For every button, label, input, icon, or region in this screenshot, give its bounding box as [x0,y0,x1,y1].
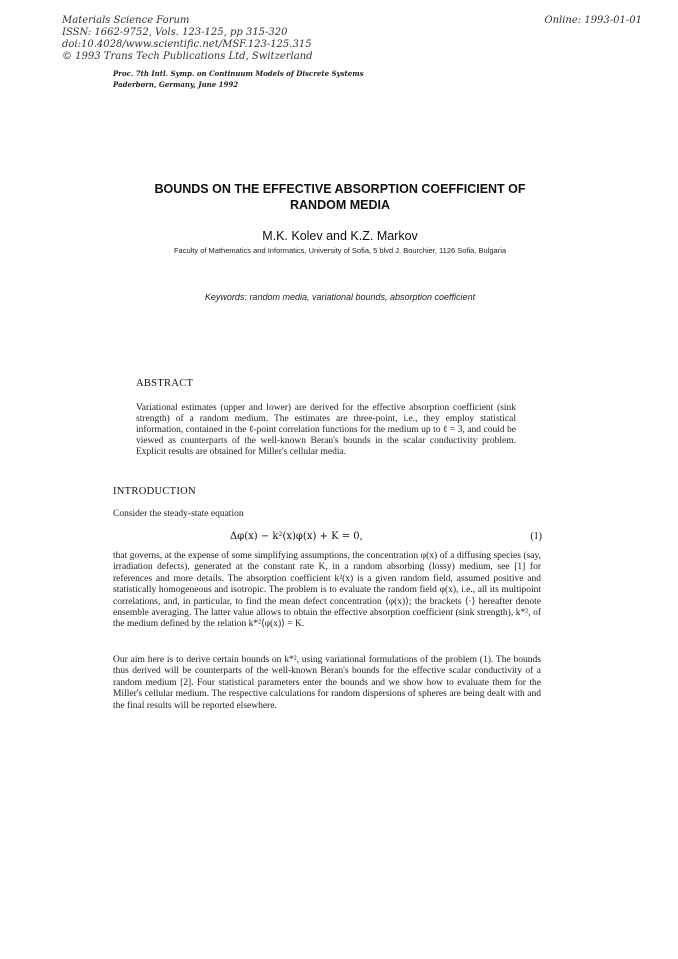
proceedings-line-1: Proc. 7th Intl. Symp. on Continuum Models of Discrete Systems [113,69,364,78]
affiliation: Faculty of Mathematics and Informatics, University of Sofia, 5 blvd J. Bourchier, 1126 Sofia, Bulgaria [173,246,507,255]
intro-paragraph-1: Consider the steady-state equation [113,509,244,519]
doi-line[interactable]: doi:10.4028/www.scientific.net/MSF.123-125.315 [62,39,312,50]
keywords: Keywords: random media, variational bounds, absorption coefficient [204,292,476,302]
abstract-heading: ABSTRACT [136,378,194,389]
proceedings-line-2: Paderborn, Germany, June 1992 [113,80,239,89]
journal-header [62,15,313,63]
abstract-text: Variational estimates (upper and lower) are derived for the effective absorption coefficient (sink strength) of a random medium. The estimates are three-point, i.e., they employ statistical information, contained in the ℓ-point correlation functions for the medium up to ℓ = 3, and could be viewed as counterparts of the well-known Beran's bounds in the scalar conductivity problem. Explicit results are obtained for Miller's cellular media. [136,403,516,457]
issn-line: ISSN: 1662-9752, Vols. 123-125, pp 315-320 [62,27,288,38]
paper-title [100,181,580,213]
title-line-2: RANDOM MEDIA [290,198,390,212]
online-date: Online: 1993-01-01 [544,15,642,26]
title-line-1: BOUNDS ON THE EFFECTIVE ABSORPTION COEFFICIENT OF [154,182,526,196]
equation-1: Δφ(x) − k²(x)φ(x) + K = 0, [230,531,363,542]
copyright-line: © 1993 Trans Tech Publications Ltd, Switzerland [62,51,313,62]
authors: M.K. Kolev and K.Z. Markov [262,229,418,243]
introduction-heading: INTRODUCTION [113,486,196,497]
journal-name: Materials Science Forum [62,15,190,26]
intro-paragraph-3: Our aim here is to derive certain bounds on k*², using variational formulations of the problem (1). The bounds thus derived will be counterparts of the well-known Beran's bounds for the effective scalar conductivity of a random medium [2]. Four statistical parameters enter the bounds and we show how to evaluate them for the Miller's cellular medium. The respective calculations for random dispersions of spheres are being dealt with and the final results will be reported elsewhere. [113,655,541,711]
equation-number: (1) [530,531,542,542]
intro-paragraph-2: that governs, at the expense of some simplifying assumptions, the concentration φ(x) of a diffusing species (say, irradiation defects), generated at the constant rate K, in a random absorbing (lossy) medium, see [1] for references and more details. The absorption coefficient k²(x) is a given random field, assumed positive and statistically homogeneous and isotropic. The problem is to evaluate the random field φ(x), i.e., all its multipoint correlations, and, in particular, to find the mean defect concentration ⟨φ(x)⟩; the brackets ⟨·⟩ hereafter denote ensemble averaging. The latter value allows to obtain the effective absorption coefficient (sink strength), k*², of the medium defined by the relation k*²⟨φ(x)⟩ = K. [113,551,541,630]
proceedings-note [113,68,364,90]
